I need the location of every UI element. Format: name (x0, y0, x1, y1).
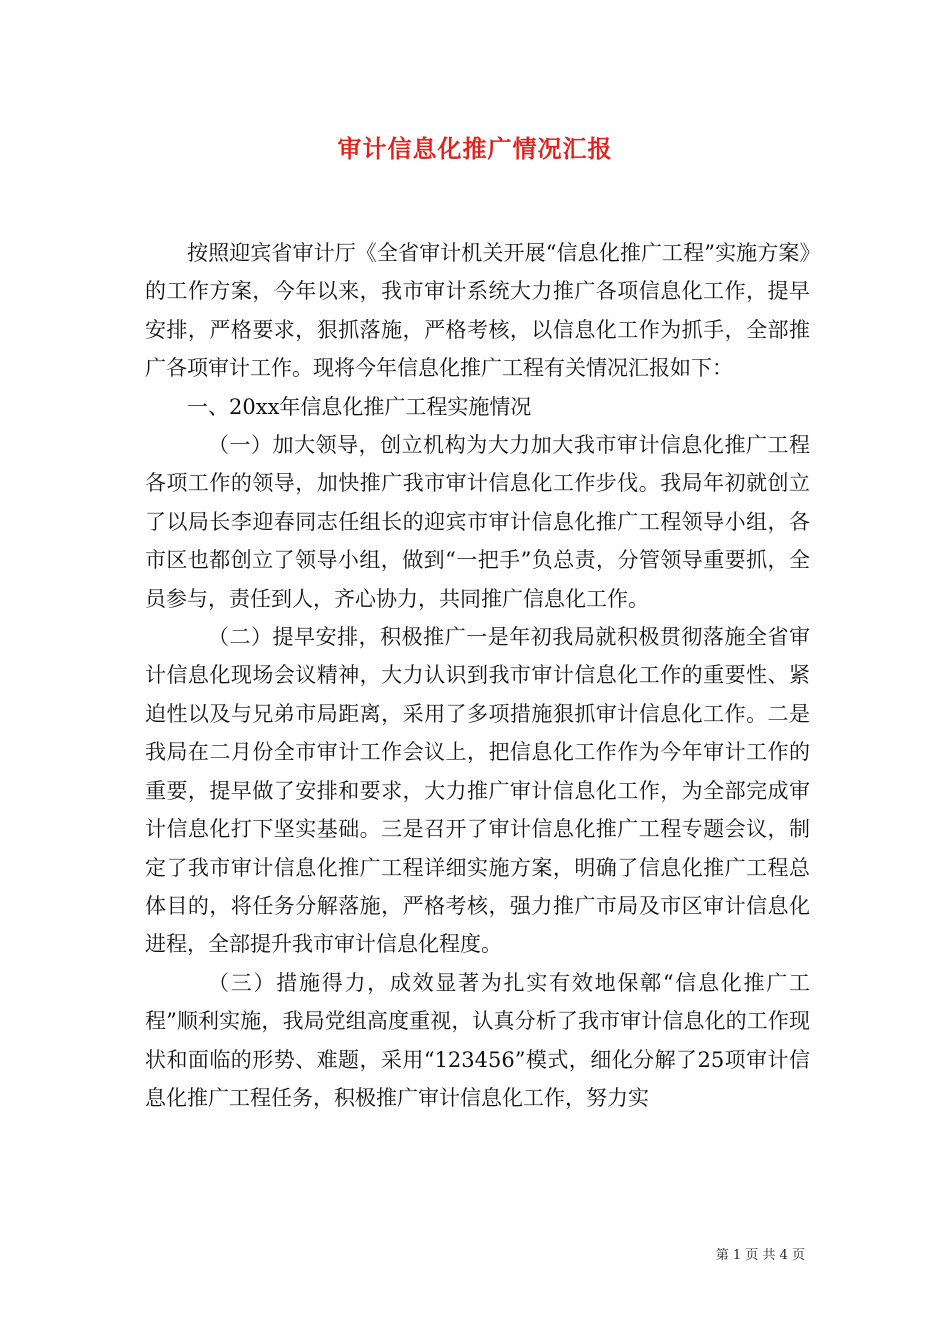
document-body (145, 234, 810, 1117)
document-title: 审计信息化推广情况汇报 (337, 135, 613, 163)
paragraph-section-1-3: （三）措施得力，成效显著为扎实有效地保鄣“信息化推广工程”顺利实施，我局党组高度重视，认真分析了我市审计信息化的工作现状和面临的形势、难题，采用“123456”模式，细化分解了25项审计信息化推广工程任务，积极推广审计信息化工作，努力实 (145, 970, 810, 1110)
section-heading-1: 一、20xx年信息化推广工程实施情况 (187, 394, 532, 419)
paragraph-section-1-1: （一）加大领导，创立机构为大力加大我市审计信息化推广工程各项工作的领导，加快推广我市审计信息化工作步伐。我局年初就创立了以局长李迎春同志任组长的迎宾市审计信息化推广工程领导小组，各市区也都创立了领导小组，做到“一把手”负总责，分管领导重要抓，全员参与，责任到人，齐心协力，共同推广信息化工作。 (145, 433, 810, 611)
paragraph-section-1-2: （二）提早安排，积极推广一是年初我局就积极贯彻落施全省审计信息化现场会议精神，大力认识到我市审计信息化工作的重要性、紧迫性以及与兄弟市局距离，采用了多项措施狠抓审计信息化工作。二是我局在二月份全市审计工作会议上，把信息化工作作为今年审计工作的重要，提早做了安排和要求，大力推广审计信息化工作，为全部完成审计信息化打下坚实基础。三是召开了审计信息化推广工程专题会议，制定了我市审计信息化推广工程详细实施方案，明确了信息化推广工程总体目的，将任务分解落施，严格考核，强力推广市局及市区审计信息化进程，全部提升我市审计信息化程度。 (145, 625, 810, 957)
paragraph-intro: 按照迎宾省审计厅《全省审计机关开展“信息化推广工程”实施方案》的工作方案，今年以来，我市审计系统大力推广各项信息化工作，提早安排，严格要求，狠抓落施，严格考核，以信息化工作为抓手，全部推广各项审计工作。现将今年信息化推广工程有关情况汇报如下： (145, 241, 810, 381)
page-number-footer: 第 1 页 共 4 页 (715, 1248, 805, 1263)
